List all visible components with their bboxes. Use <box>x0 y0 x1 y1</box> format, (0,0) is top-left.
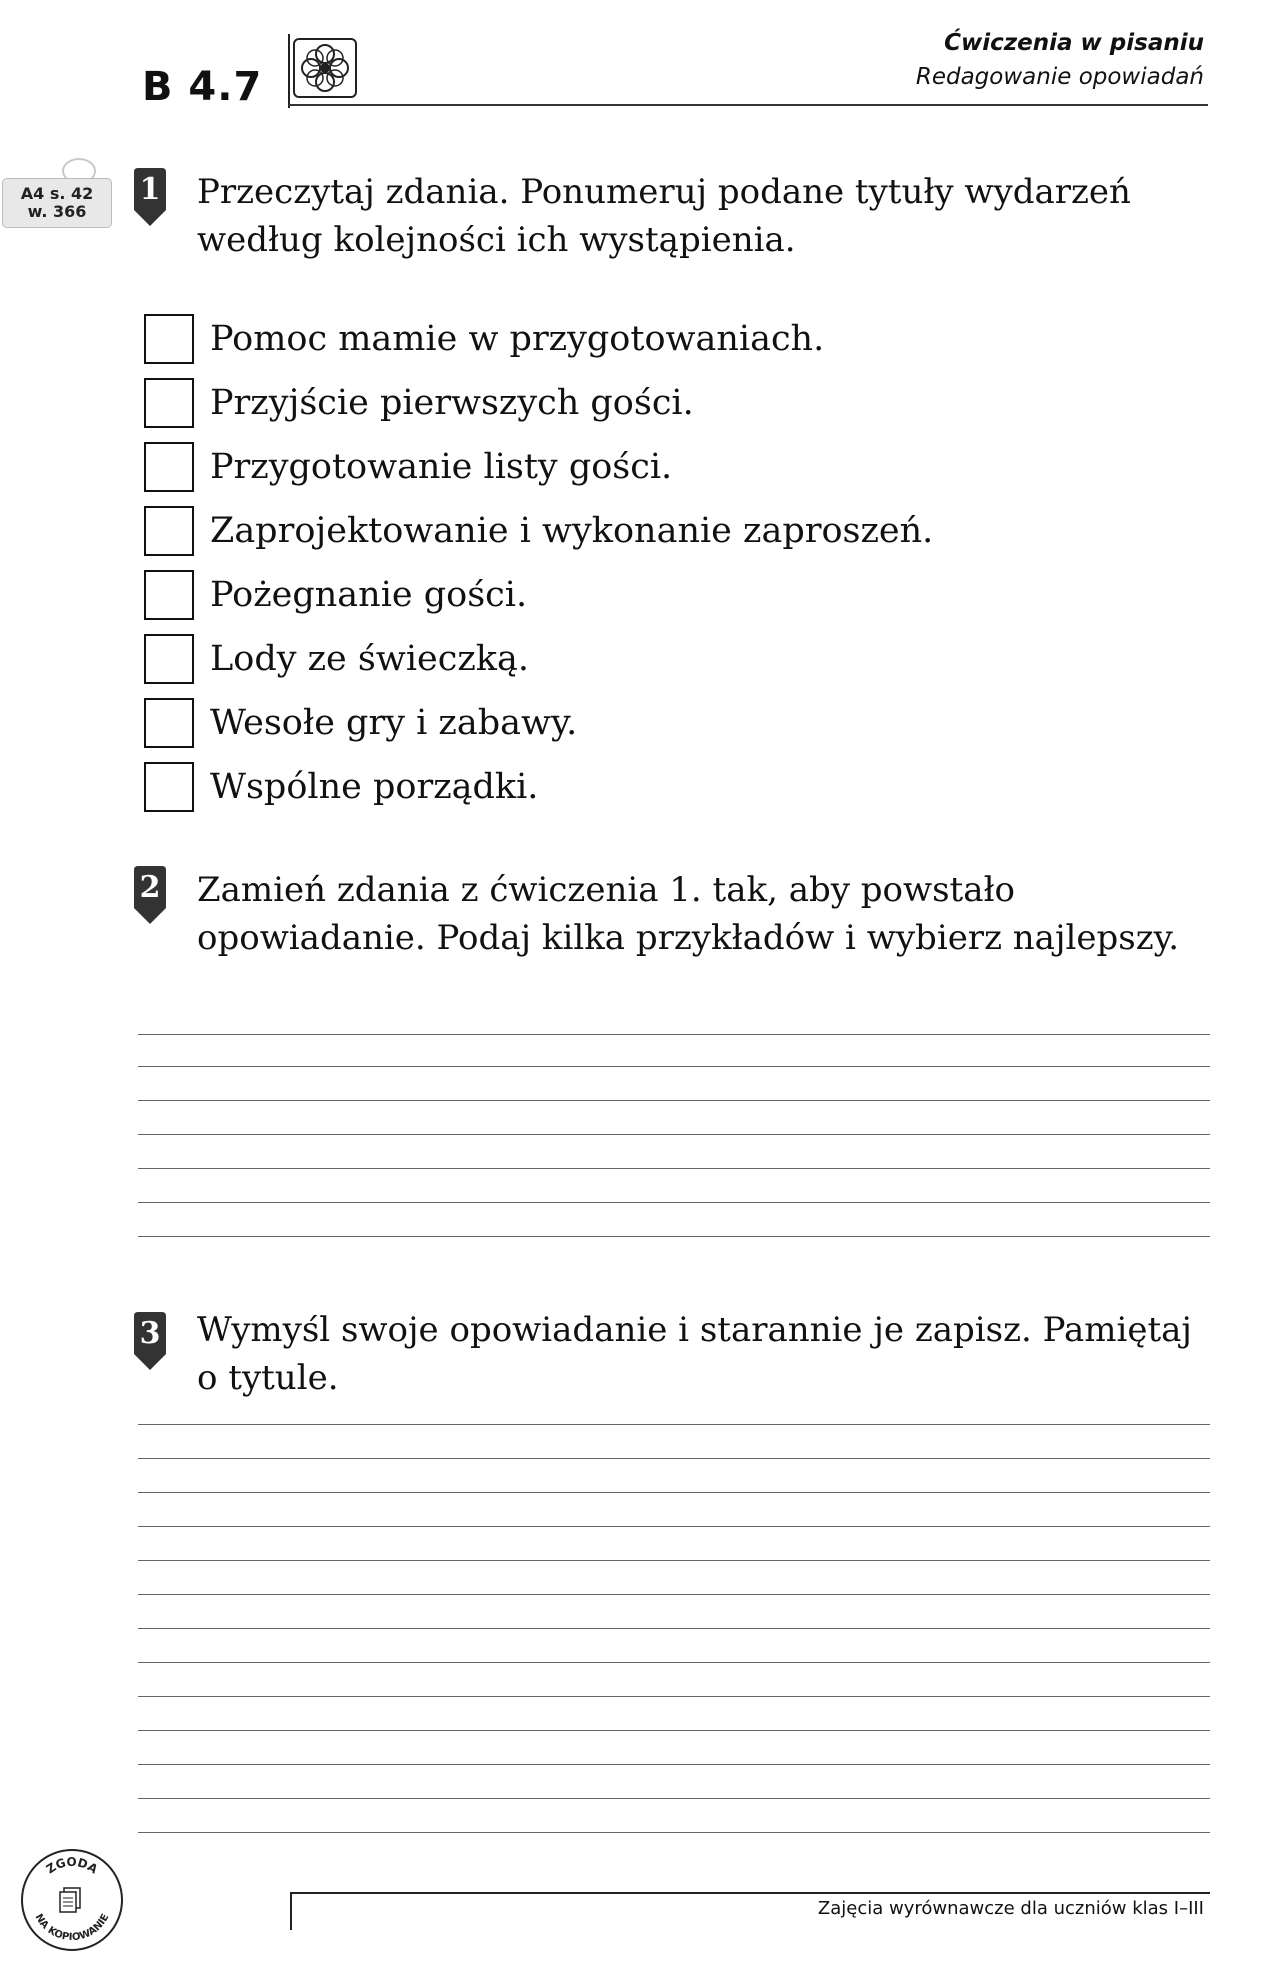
footer-rule <box>290 1892 1210 1894</box>
writing-line <box>138 1662 1210 1663</box>
writing-line <box>138 1100 1210 1101</box>
writing-line <box>138 1628 1210 1629</box>
exercise-2-badge <box>134 866 166 926</box>
order-number-box[interactable] <box>144 634 194 684</box>
writing-line <box>138 1424 1210 1425</box>
writing-line <box>138 1168 1210 1169</box>
writing-line <box>138 1730 1210 1731</box>
header-divider <box>288 34 290 108</box>
writing-line <box>138 1236 1210 1237</box>
writing-line <box>138 1492 1210 1493</box>
order-number-box[interactable] <box>144 314 194 364</box>
header-rule <box>288 104 1208 106</box>
writing-line <box>138 1696 1210 1697</box>
exercise-1-number: 1 <box>139 172 161 207</box>
stamp-bottom-text: NA KOPIOWANIE <box>32 1912 112 1944</box>
order-number-box[interactable] <box>144 378 194 428</box>
reference-tag <box>2 178 112 228</box>
item-text: Przyjście pierwszych gości. <box>210 383 694 423</box>
item-text: Wspólne porządki. <box>210 767 539 807</box>
svg-text:NA KOPIOWANIE <box>33 1912 112 1943</box>
exercise-1-badge <box>134 168 166 228</box>
item-text: Lody ze świeczką. <box>210 639 529 679</box>
exercise-3-badge <box>134 1312 166 1372</box>
writing-line <box>138 1458 1210 1459</box>
item-text: Pożegnanie gości. <box>210 575 528 615</box>
copy-document-icon <box>60 1888 80 1912</box>
writing-line <box>138 1066 1210 1067</box>
footer-text: Zajęcia wyrównawcze dla uczniów klas I–III <box>817 1898 1204 1919</box>
stamp-top-text: ZGODA <box>43 1854 101 1877</box>
item-text: Zaprojektowanie i wykonanie zaproszeń. <box>210 511 934 551</box>
writing-line <box>138 1594 1210 1595</box>
writing-line <box>138 1798 1210 1799</box>
flower-icon <box>293 38 357 98</box>
exercise-2-number: 2 <box>139 870 161 905</box>
svg-text:ZGODA <box>44 1855 101 1877</box>
writing-line <box>138 1202 1210 1203</box>
writing-line <box>138 1526 1210 1527</box>
writing-line <box>138 1134 1210 1135</box>
page-code: B 4.7 <box>142 64 263 110</box>
section-title: Ćwiczenia w pisaniu <box>944 30 1204 56</box>
item-text: Wesołe gry i zabawy. <box>210 703 578 743</box>
order-number-box[interactable] <box>144 698 194 748</box>
writing-line <box>138 1560 1210 1561</box>
item-text: Przygotowanie listy gości. <box>210 447 673 487</box>
order-number-box[interactable] <box>144 506 194 556</box>
exercise-2-instruction: Zamień zdania z ćwiczenia 1. tak, aby powstało opowiadanie. Podaj kilka przykładów i wybierz najlepszy. <box>197 870 1180 958</box>
order-number-box[interactable] <box>144 570 194 620</box>
copy-permission-stamp <box>20 1848 124 1952</box>
writing-line <box>138 1832 1210 1833</box>
exercise-1-instruction: Przeczytaj zdania. Ponumeruj podane tytuły wydarzeń według kolejności ich wystąpienia. <box>197 172 1131 260</box>
reference-line-1: A4 s. 42 <box>20 184 94 203</box>
item-text: Pomoc mamie w przygotowaniach. <box>210 319 825 359</box>
writing-line <box>138 1764 1210 1765</box>
reference-line-2: w. 366 <box>27 202 87 221</box>
exercise-3-instruction: Wymyśl swoje opowiadanie i starannie je zapisz. Pamiętaj o tytule. <box>197 1310 1192 1398</box>
order-number-box[interactable] <box>144 762 194 812</box>
section-subtitle: Redagowanie opowiadań <box>915 64 1204 90</box>
footer-divider <box>290 1892 292 1930</box>
order-number-box[interactable] <box>144 442 194 492</box>
exercise-3-number: 3 <box>139 1316 161 1351</box>
writing-line <box>138 1034 1210 1035</box>
